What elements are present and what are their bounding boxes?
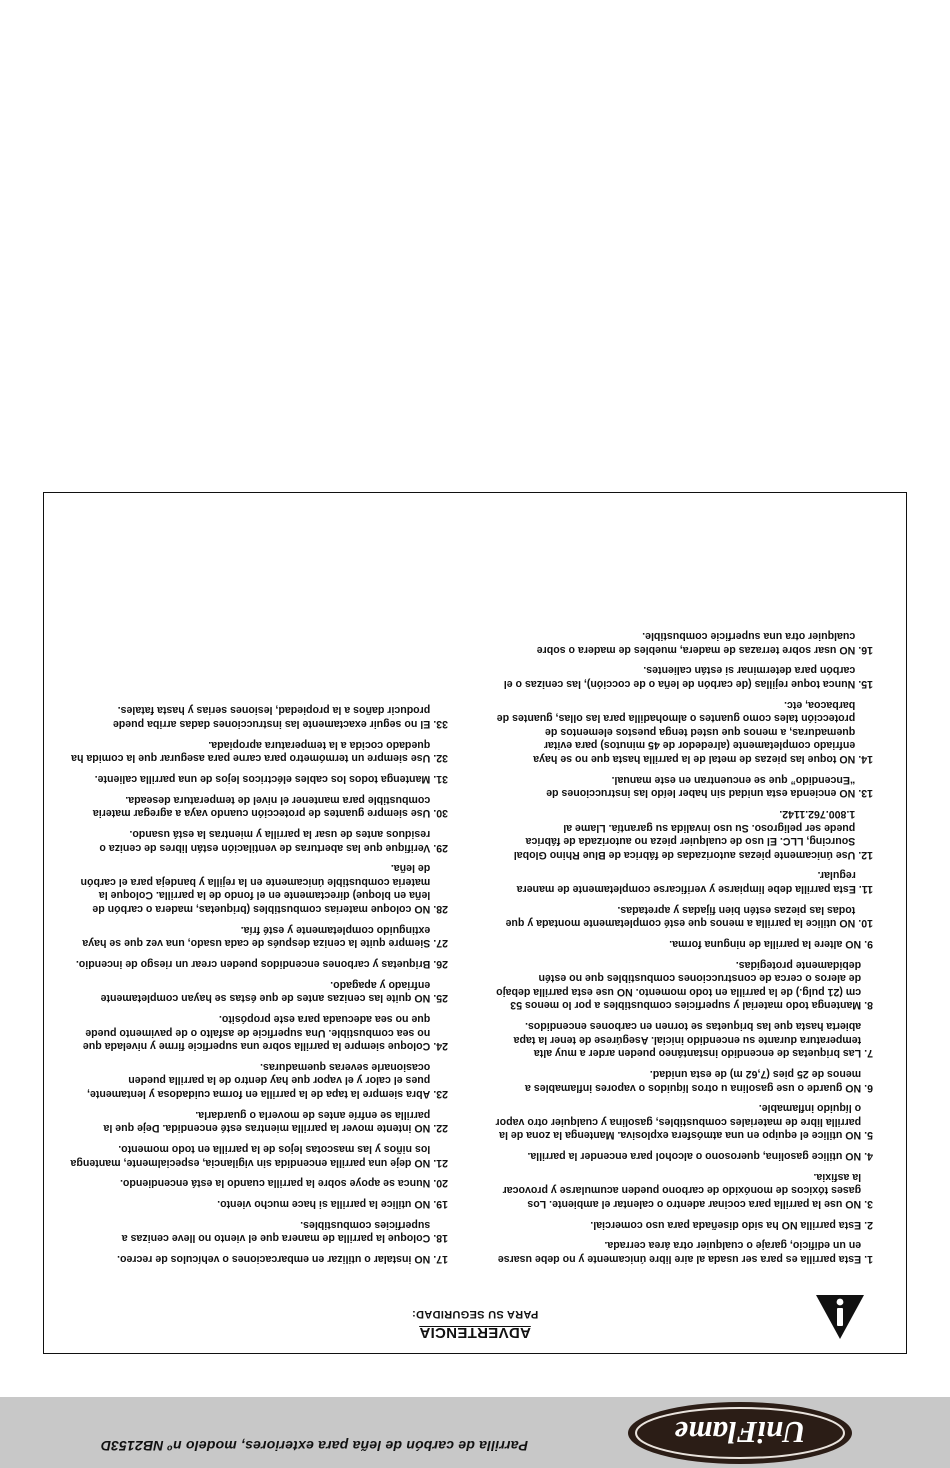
warning-item-text: NO utilice gasolina, querosono o alcohol para encender la parrilla.	[527, 1150, 862, 1163]
warning-item	[70, 1217, 448, 1244]
warning-item	[495, 1101, 873, 1142]
warning-item-number: 25.	[433, 992, 448, 1005]
warning-list-left	[495, 621, 873, 1265]
warning-item-text: NO use la parrilla para cocinar adentro o calentar el ambiente. Los gases tóxicos de monóxido de carbono pueden acumularse y provocar la asfixia.	[502, 1170, 862, 1211]
warning-item-text: Abra siempre la tapa de la parrilla en forma cuidadosa y lentamente, pues el calor y el vapor que hay dentro de la parrilla pueden ocasionarle severas quemaduras.	[87, 1060, 431, 1101]
warning-item	[70, 1107, 448, 1134]
warning-item-text: NO quite las cenizas antes de que éstas se hayan completamente enfriado y apagado.	[100, 978, 431, 1005]
warning-item-text: Esta parrilla debe limpiarse y verificarse completamente de manera regular.	[516, 869, 856, 895]
warning-item-number: 30.	[433, 807, 448, 820]
warning-item	[70, 922, 448, 949]
warning-item-text: NO guarde o use gasolina u otros líquidos o vapores inflamables a menos de 25 pies (7,62 m) de esta unidad.	[525, 1068, 862, 1094]
warning-item-number: 27.	[433, 937, 448, 950]
warning-item-text: Siempre quite la ceniza después de cada usado, una vez que se haya extinguido completamente y esté fría.	[82, 923, 431, 950]
warning-item	[70, 737, 448, 764]
warning-title: ADVERTENCIA	[419, 1324, 531, 1341]
warning-item	[495, 663, 873, 690]
warning-item-number: 9.	[864, 937, 873, 950]
warning-item	[495, 697, 873, 765]
warning-item	[495, 1169, 873, 1210]
warning-item-number: 29.	[433, 841, 448, 854]
warning-item-number: 4.	[864, 1150, 873, 1163]
warning-item-text: NO intente mover la parrilla mientras esté encendida. Deje que la parrilla se enfríe antes de moverla o guardarla.	[103, 1108, 431, 1135]
warning-item-number: 8.	[864, 999, 873, 1012]
warning-item	[495, 1217, 873, 1231]
warning-item	[70, 771, 448, 785]
warning-item-text: Esta parrilla NO ha sido diseñada para uso comercial.	[590, 1218, 862, 1231]
header-band	[0, 1397, 950, 1468]
warning-item-number: 2.	[864, 1218, 873, 1231]
warning-item	[70, 703, 448, 730]
warning-item-number: 6.	[864, 1081, 873, 1094]
warning-item-number: 20.	[433, 1177, 448, 1190]
warning-item-number: 31.	[433, 773, 448, 786]
warning-item-text: Las briquetas de encendido instantáneo pueden arder a muy alta temperatura durante su encendido inicial. Asegúrese de tener la tapa abierta hasta que las briquetas se tornen en carbones encendidos.	[513, 1020, 862, 1060]
warning-item	[70, 1251, 448, 1265]
warning-item	[495, 1066, 873, 1093]
warning-item-text: Nunca se apoye sobre la parrilla cuando la está encendiendo.	[120, 1177, 431, 1190]
warning-subtitle: PARA SU SEGURIDAD:	[411, 1308, 539, 1320]
warning-item	[495, 936, 873, 950]
warning-box	[43, 492, 907, 1354]
warning-item-number: 14.	[858, 752, 873, 765]
warning-item-number: 5.	[864, 1129, 873, 1142]
warning-item-text: Briquetas y carbones encendidos pueden crear un riesgo de incendio.	[75, 958, 431, 971]
warning-item-text: NO usar sobre terrazas de madera, muebles de madera o sobre cualquier otra una superficie combustible.	[536, 630, 856, 656]
warning-item	[495, 902, 873, 929]
warning-item-number: 15.	[858, 677, 873, 690]
warning-list-right	[70, 696, 448, 1265]
warning-item	[70, 1196, 448, 1210]
warning-item	[70, 826, 448, 853]
warning-item	[70, 792, 448, 819]
warning-item-text: Nunca toque rejillas (de carbón de leña o de cocción), las cenizas o el carbón para determinar si están calientes.	[503, 664, 856, 690]
warning-item-text: Mantenga todos los cables eléctricos lejos de una parrilla caliente.	[94, 773, 431, 786]
warning-item-text: NO encienda esta unidad sin haber leído las instrucciones de “Encendido” que se encuentran en este manual.	[546, 773, 856, 800]
warning-item-number: 10.	[858, 917, 873, 930]
warning-item	[70, 1176, 448, 1190]
warning-item-number: 11.	[858, 883, 873, 895]
warning-item-number: 33.	[433, 718, 448, 731]
warning-item-number: 26.	[433, 958, 448, 971]
uniflame-logo	[625, 1400, 855, 1466]
warning-item-number: 13.	[858, 787, 873, 800]
warning-item-number: 23.	[433, 1088, 448, 1101]
warning-item-text: Coloque siempre la parrilla sobre una superficie firme y nivelada que no sea combustible. Una superficie de asfalto o de pavimento puede que no sea adecuada para este propósito.	[82, 1013, 431, 1053]
warning-item	[70, 861, 448, 915]
warning-item	[70, 1141, 448, 1168]
warning-item	[495, 1238, 873, 1265]
warning-item-text: Esta parrilla es para ser usada al aire libre únicamente y no debe usarse en un edificio, garaje o cualquier otra área cerrada.	[497, 1239, 862, 1265]
warning-item-text: Verifique que las aberturas de ventilación están libres de ceniza o residuos antes de usar la parrilla y mientras la está usando.	[99, 828, 431, 854]
warning-item	[495, 1149, 873, 1163]
warning-item	[495, 868, 873, 895]
warning-item-text: Coloque la parrilla de manera que el viento no lleve cenizas a superficies combustibles.	[121, 1218, 431, 1245]
warning-item	[70, 956, 448, 970]
warning-item-number: 3.	[864, 1198, 873, 1211]
warning-item-number: 7.	[864, 1047, 873, 1060]
warning-item-number: 24.	[433, 1040, 448, 1053]
warning-item	[495, 772, 873, 799]
warning-item-number: 18.	[433, 1232, 448, 1245]
warning-item	[70, 1059, 448, 1100]
warning-item	[495, 628, 873, 655]
logo-text: UniFlame	[674, 1415, 806, 1450]
warning-item-text: Use siempre guantes de protección cuando vaya a agregar materia combustible para mantener el nivel de temperatura deseada.	[92, 793, 431, 820]
warning-item-text: NO deje una parrilla encendida sin vigilancia, especialmente, mantenga los niños y las mascotas lejos de la parrilla en todo momento.	[70, 1143, 431, 1169]
warning-item-number: 12.	[858, 848, 873, 861]
warning-item-number: 22.	[433, 1122, 448, 1135]
warning-item	[70, 977, 448, 1004]
warning-item-number: 17.	[433, 1253, 448, 1265]
warning-item-number: 16.	[858, 643, 873, 656]
warning-item-text: El no seguir exactamente las instrucciones dadas arriba puede producir daños a la propiedad, lesiones serias y hasta fatales.	[112, 704, 431, 731]
warning-item-text: NO coloque materias combustibles (briquetas, madera o carbón de leña en bloque) directamente en el fondo de la parrilla. Coloque la materia combustible únicamente en la rejilla y bandeja para el carbón de leña.	[80, 862, 431, 916]
warning-item-text: Use únicamente piezas autorizadas de fábrica de Blue Rhino Global Sourcing, LLC. El uso de cualquier pieza no autorizada de fábrica puede ser peligroso. Su uso invalida su garantía. Llame al 1.800.762.1142.	[513, 807, 856, 861]
warning-header	[44, 1306, 906, 1341]
warning-item-text: NO instalar o utilizar en embarcaciones o vehículos de recreo.	[117, 1253, 431, 1265]
warning-item-number: 1.	[864, 1253, 873, 1265]
warning-item-text: Use siempre un termómetro para carne para asegurar que la comida ha quedado cocida a la temperatura apropiada.	[71, 738, 431, 765]
warning-item-text: NO utilice el equipo en una atmósfera explosiva. Mantenga la zona de la parrilla libre de materiales combustibles, gasolina y cualquier otro vapor o líquido inflamable.	[495, 1102, 862, 1142]
warning-item-text: NO toque las piezas de metal de la parrilla hasta que no se haya enfriado completamente (alrededor de 45 minutos) para evitar quemaduras, a menos que usted tenga puestos elementos de protección tales como guantes o almohadilla para las ollas, guantes de barbacoa, etc.	[496, 698, 856, 765]
warning-item-text: NO altere la parrilla de ninguna forma.	[669, 937, 862, 950]
warning-item-text: NO utilice la parrilla si hace mucho viento.	[217, 1198, 431, 1211]
warning-item-number: 21.	[433, 1156, 448, 1169]
warning-item-number: 32.	[433, 752, 448, 765]
warning-item	[495, 957, 873, 1011]
warning-item-number: 28.	[433, 903, 448, 916]
warning-item	[495, 806, 873, 860]
warning-item-number: 19.	[433, 1198, 448, 1211]
warning-item-text: Mantenga todo material y superficies combustibles a por lo menos 53 cm (21 pulg.) de la parrilla en todo momento. NO use esta parrilla debajo de aleros o cerca de construcciones combustibles que no estén debidamente protegidas.	[496, 958, 862, 1012]
warning-item	[495, 1019, 873, 1060]
header-title: Parrilla de carbón de leña para exteriores, modelo nº NB2153D	[100, 1438, 528, 1454]
warning-item-text: NO utilice la parrilla a menos que esté completamente montada y que todas las piezas estén bien fijadas y apretadas.	[505, 903, 856, 930]
warning-item	[70, 1011, 448, 1052]
